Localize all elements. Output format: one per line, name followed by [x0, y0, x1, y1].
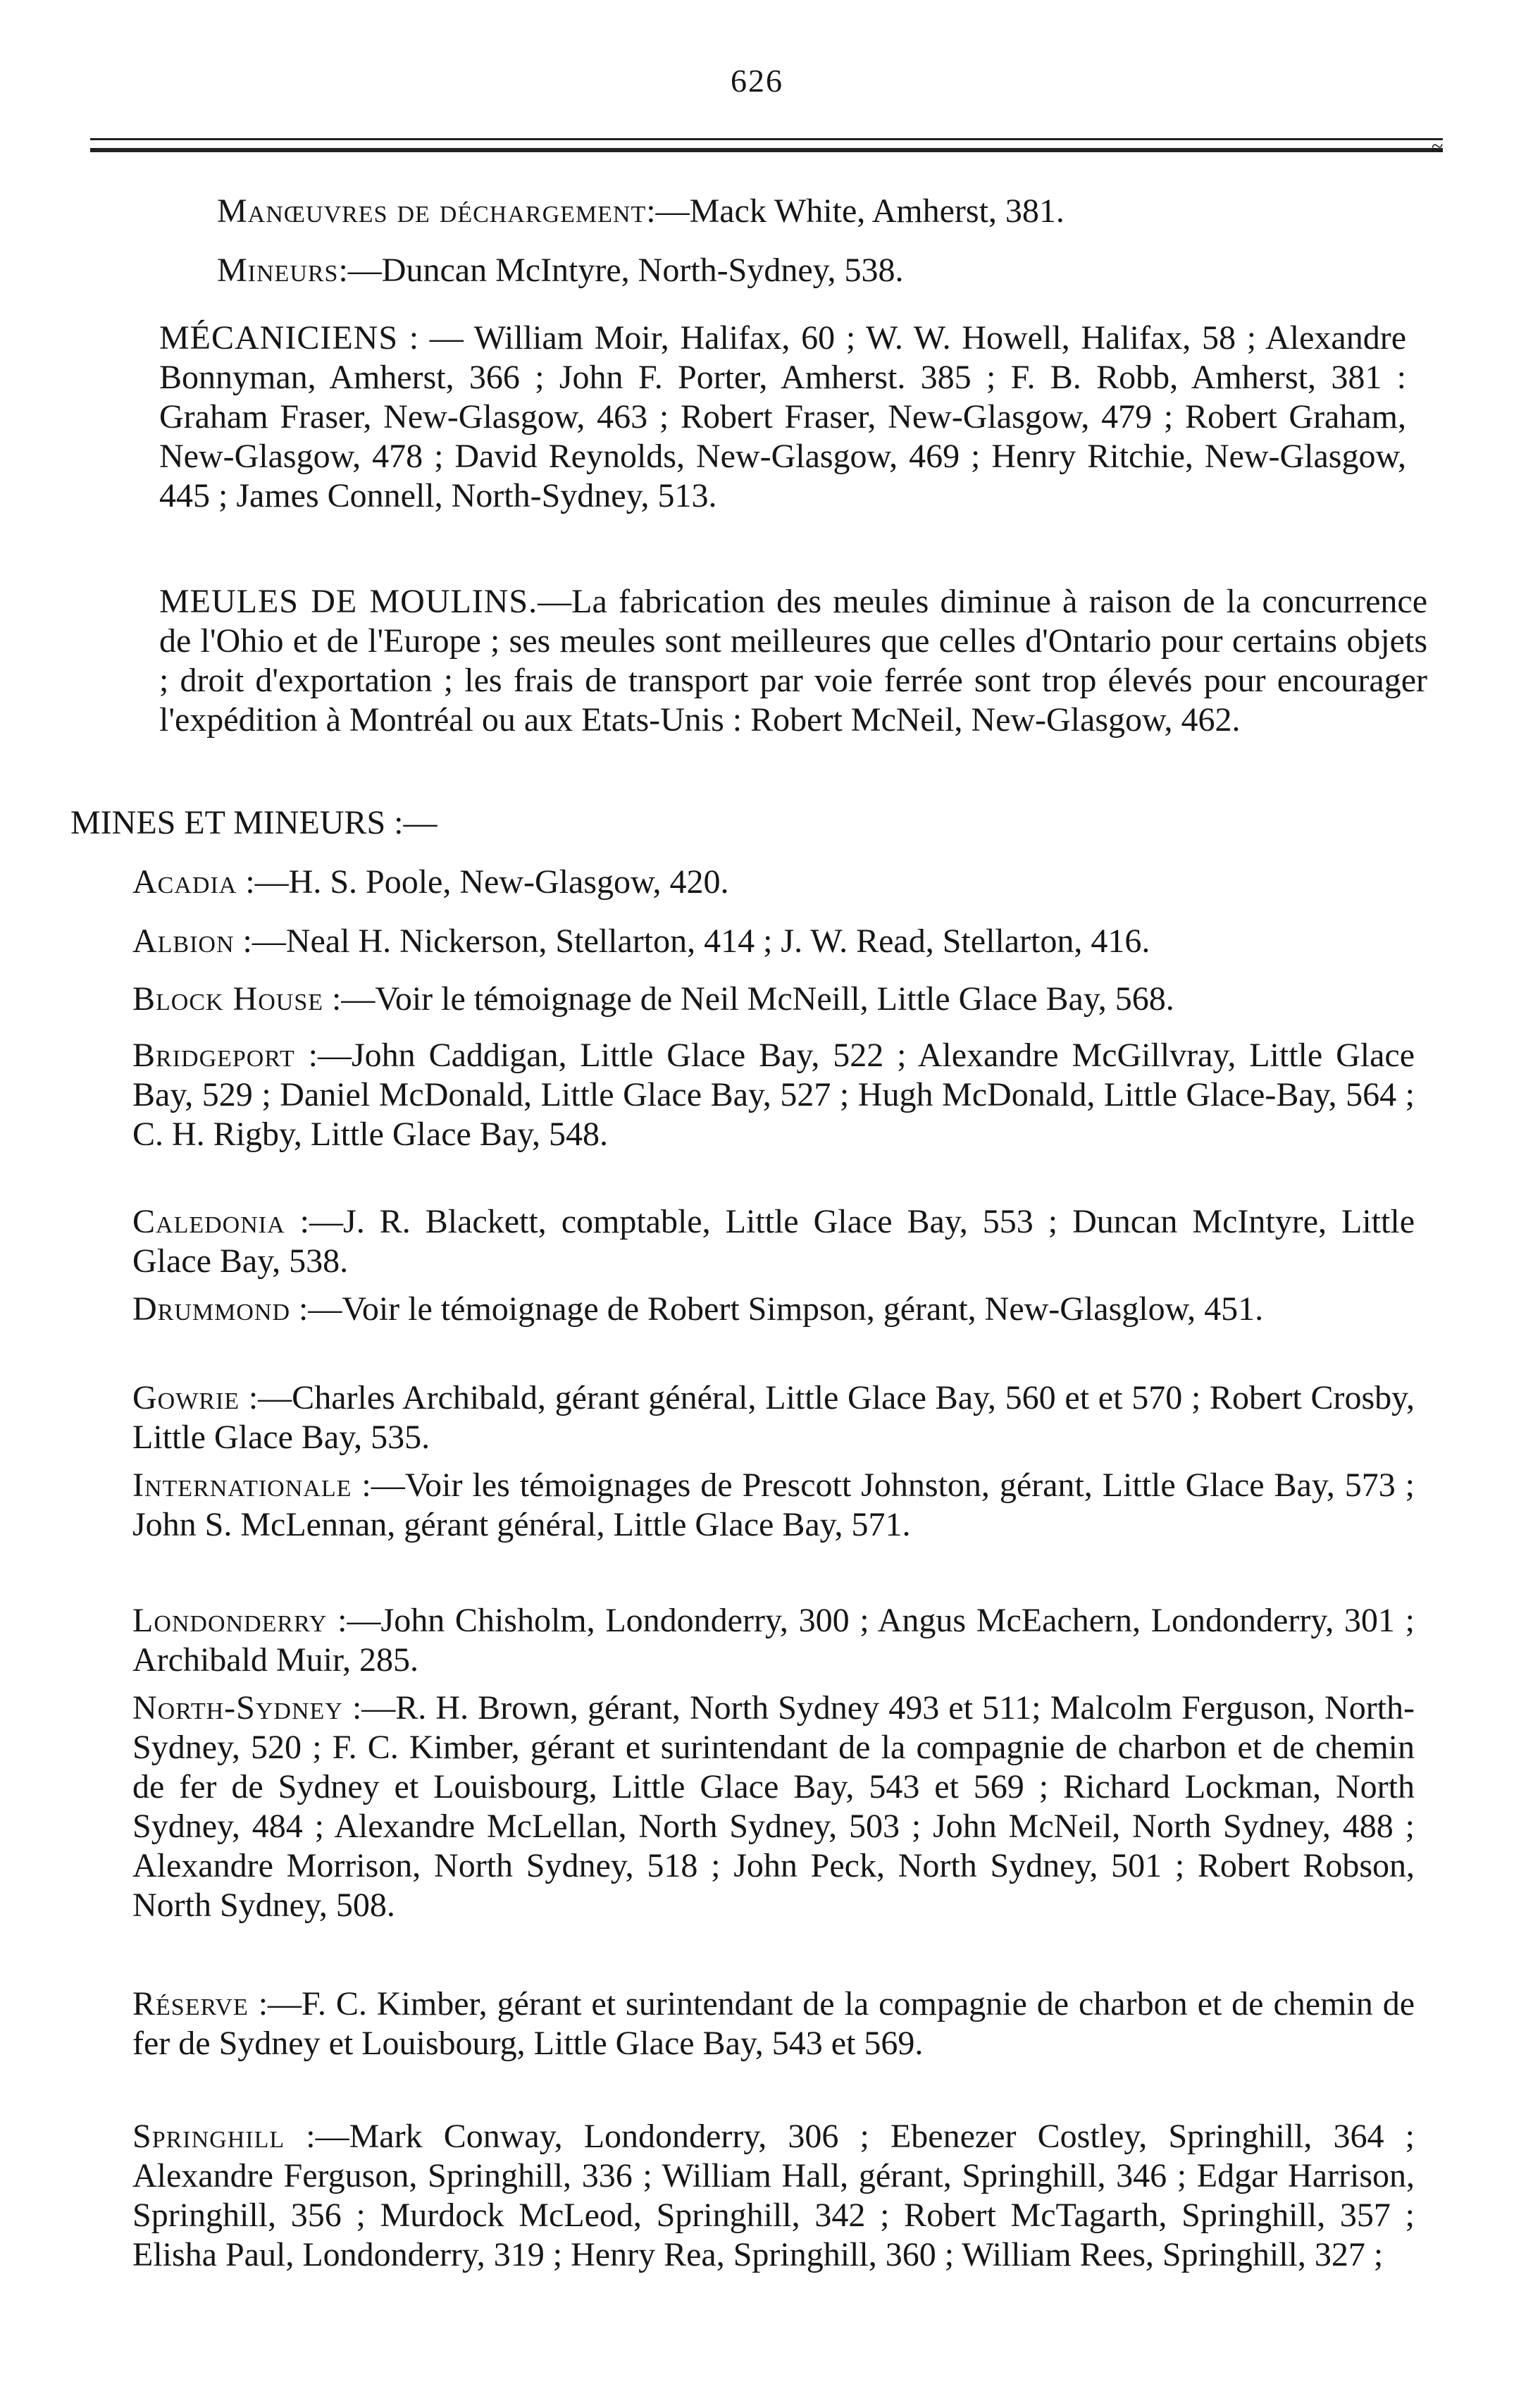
entry-text: :—Duncan McIntyre, North-Sydney, 538.	[338, 252, 904, 289]
mine-entry-drummond	[132, 1290, 1415, 1329]
mine-text: :—Neal H. Nickerson, Stellarton, 414 ; J. W. Read, Stellarton, 416.	[234, 922, 1150, 960]
mine-entry-albion	[132, 922, 1415, 961]
section-heading: MEULES DE MOULINS.	[159, 583, 538, 620]
entry-manoeuvres	[217, 192, 1372, 231]
mine-entry-block-house	[132, 980, 1415, 1019]
entry-label: Mineurs	[217, 252, 339, 289]
mine-entry-reserve	[132, 1984, 1415, 2063]
mine-label: Springhill	[132, 2118, 285, 2155]
mine-label: Gowrie	[132, 1379, 240, 1416]
section-meules	[159, 582, 1427, 740]
mine-label: Block House	[132, 980, 324, 1018]
section-text: —La fabrication des meules diminue à raison de la concurrence de l'Ohio et de l'Europe ; ses meules sont meilleures que celles d'Ontario pour certains objets ; droit d'exportation ; les frais de transport par voie ferrée sont trop élevés pour encourager l'expédition à Montréal ou aux Etats-Unis : Robert McNeil, New-Glasgow, 462.	[159, 583, 1428, 739]
mine-label: North-Sydney	[132, 1689, 343, 1727]
mine-text: :—R. H. Brown, gérant, North Sydney 493 et 511; Malcolm Ferguson, North-Sydney, 520 ; F. C. Kimber, gérant et surintendant de la compagnie de charbon et de chemin de fer de Sydney et Louisbourg, Little Glace Bay, 543 et 569 ; Richard Lockman, North Sydney, 484 ; Alexandre McLellan, North Sydney, 503 ; John McNeil, North Sydney, 488 ; Alexandre Morrison, North Sydney, 518 ; John Peck, North Sydney, 501 ; Robert Robson, North Sydney, 508.	[132, 1689, 1415, 1924]
mine-label: Londonderry	[132, 1602, 328, 1639]
section-mecaniciens	[159, 319, 1406, 516]
mine-label: Albion	[132, 922, 235, 960]
header-rule-thin	[90, 138, 1443, 140]
mine-text: :—Charles Archibald, gérant général, Little Glace Bay, 560 et et 570 ; Robert Crosby, Little Glace Bay, 535.	[132, 1379, 1415, 1456]
mine-entry-gowrie	[132, 1378, 1415, 1457]
mine-text: :—H. S. Poole, New-Glasgow, 420.	[237, 863, 729, 901]
mine-text: :—Voir les témoignages de Prescott Johnston, gérant, Little Glace Bay, 573 ; John S. McLennan, gérant général, Little Glace Bay, 571.	[132, 1467, 1415, 1543]
mine-entry-north-sydney	[132, 1688, 1415, 1925]
mine-entry-springhill	[132, 2117, 1415, 2275]
rule-ornament: ≈	[1432, 137, 1444, 160]
mine-label: Réserve	[132, 1985, 249, 2023]
mine-text: :—John Chisholm, Londonderry, 300 ; Angus McEachern, Londonderry, 301 ; Archibald Muir, 285.	[132, 1602, 1415, 1679]
mine-entry-bridgeport	[132, 1036, 1415, 1154]
section-heading: MÉCANICIENS	[159, 319, 399, 357]
mine-label: Bridgeport	[132, 1037, 295, 1074]
section-mines-heading: MINES ET MINEURS :—	[70, 804, 438, 841]
mine-entry-internationale	[132, 1466, 1415, 1545]
section-text: : — William Moir, Halifax, 60 ; W. W. Howell, Halifax, 58 ; Alexandre Bonnyman, Amherst, 366 ; John F. Porter, Amherst. 385 ; F. B. Robb, Amherst, 381 : Graham Fraser, New-Glasgow, 463 ; Robert Fraser, New-Glasgow, 479 ; Robert Graham, New-Glasgow, 478 ; David Reynolds, New-Glasgow, 469 ; Henry Ritchie, New-Glasgow, 445 ; James Connell, North-Sydney, 513.	[159, 319, 1407, 514]
mine-text: :—Mark Conway, Londonderry, 306 ; Ebenezer Costley, Springhill, 364 ; Alexandre Ferguson, Springhill, 336 ; William Hall, gérant, Springhill, 346 ; Edgar Harrison, Springhill, 356 ; Murdock McLeod, Springhill, 342 ; Robert McTagarth, Springhill, 357 ; Elisha Paul, Londonderry, 319 ; Henry Rea, Springhill, 360 ; William Rees, Springhill, 327 ;	[132, 2118, 1415, 2273]
mine-text: :—Voir le témoignage de Neil McNeill, Little Glace Bay, 568.	[323, 980, 1174, 1018]
page-number: 626	[731, 63, 783, 99]
mine-text: :—Voir le témoignage de Robert Simpson, gérant, New-Glasglow, 451.	[290, 1290, 1264, 1328]
mine-text: :—John Caddigan, Little Glace Bay, 522 ; Alexandre McGillvray, Little Glace Bay, 529 ; Daniel McDonald, Little Glace Bay, 527 ; Hugh McDonald, Little Glace-Bay, 564 ; C. H. Rigby, Little Glace Bay, 548.	[132, 1037, 1415, 1153]
mine-entry-acadia	[132, 863, 1415, 902]
mine-text: :—F. C. Kimber, gérant et surintendant de la compagnie de charbon et de chemin de fer de Sydney et Louisbourg, Little Glace Bay, 543 et 569.	[132, 1985, 1415, 2062]
mine-label: Drummond	[132, 1290, 291, 1328]
header-rule-thick	[90, 148, 1443, 152]
mine-label: Acadia	[132, 863, 237, 901]
mine-label: Caledonia	[132, 1203, 285, 1240]
mine-entry-caledonia	[132, 1202, 1415, 1281]
entry-text: :—Mack White, Amherst, 381.	[646, 192, 1065, 230]
mine-entry-londonderry	[132, 1601, 1415, 1680]
mine-label: Internationale	[132, 1467, 352, 1504]
entry-label: Manœuvres de déchargement	[217, 192, 647, 230]
entry-mineurs	[217, 251, 1372, 290]
mine-text: :—J. R. Blackett, comptable, Little Glace Bay, 553 ; Duncan McIntyre, Little Glace Bay, 538.	[132, 1203, 1415, 1280]
